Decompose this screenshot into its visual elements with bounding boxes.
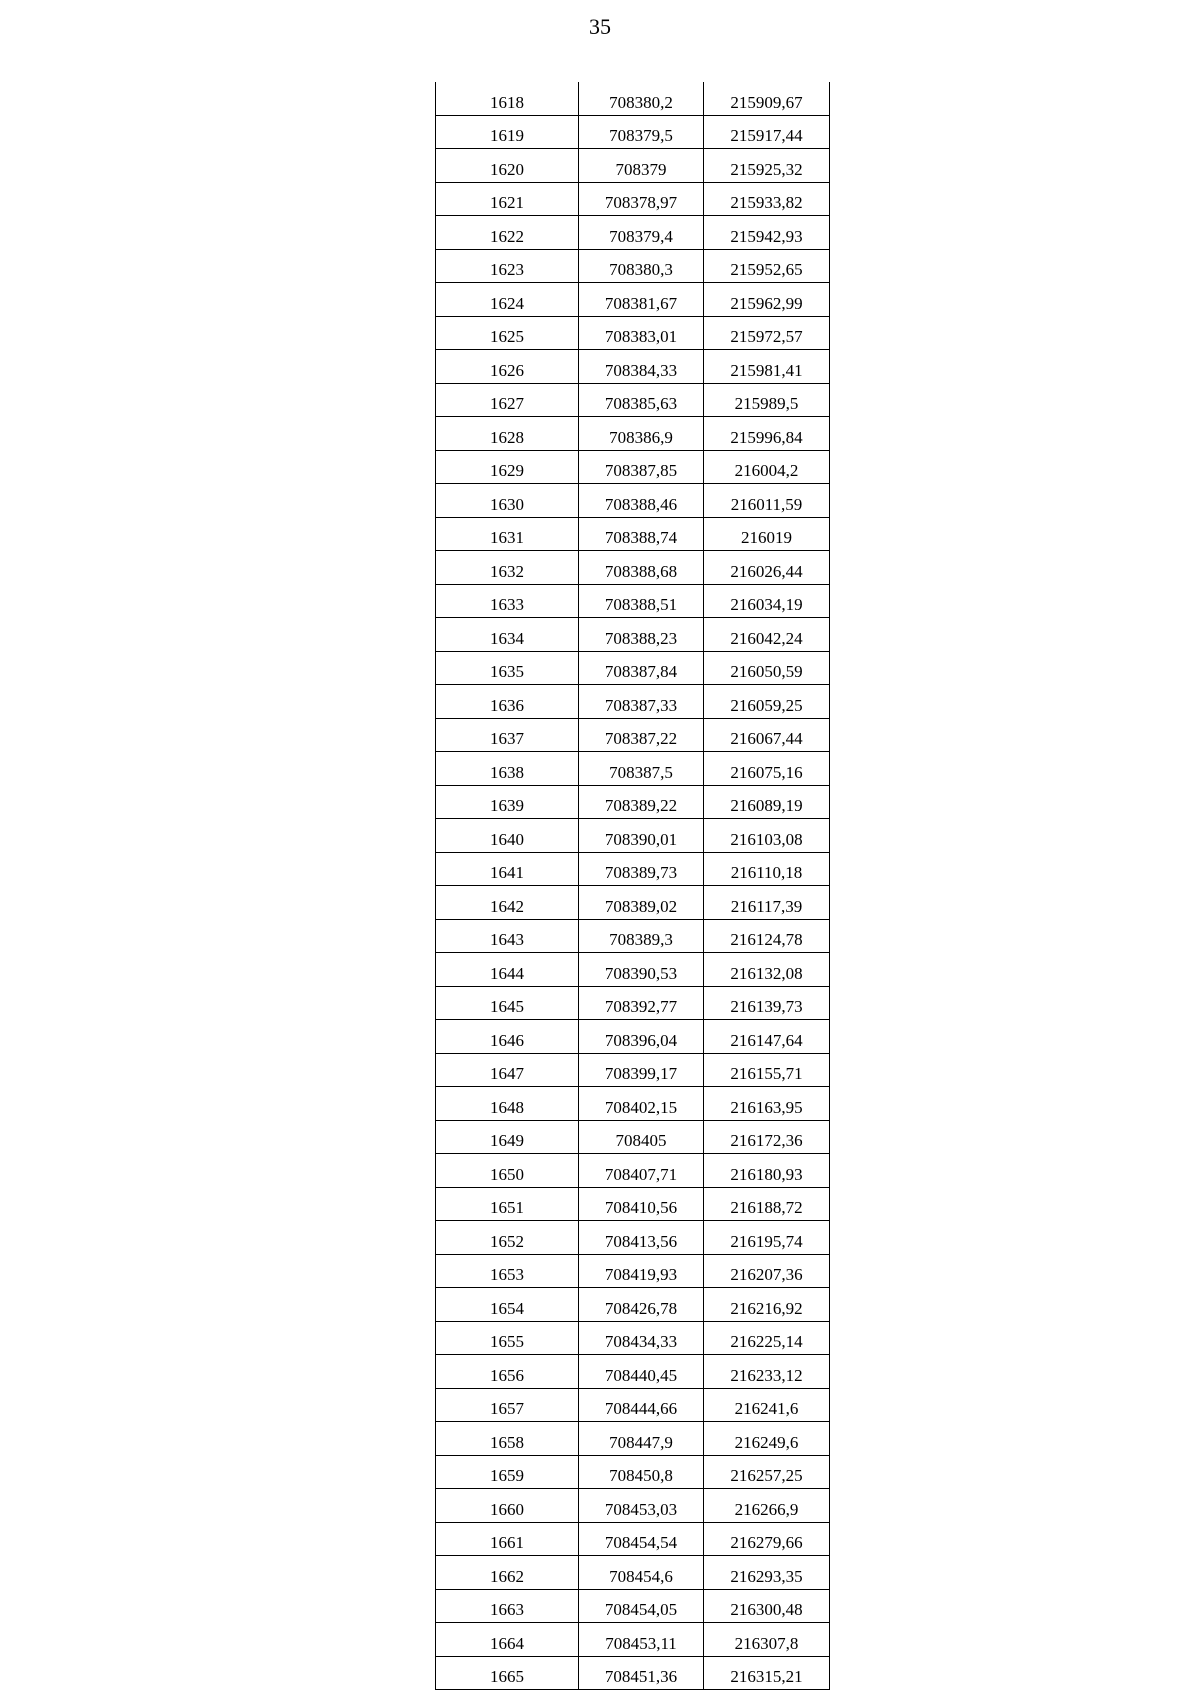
table-row (436, 618, 830, 652)
x-coordinate-cell: 708440,45 (579, 1355, 704, 1389)
y-coordinate-cell: 216195,74 (704, 1221, 830, 1255)
table-row (436, 383, 830, 417)
point-number-cell: 1662 (436, 1556, 579, 1590)
table-row (436, 1321, 830, 1355)
x-coordinate-cell: 708388,51 (579, 584, 704, 618)
y-coordinate-cell: 215972,57 (704, 316, 830, 350)
y-coordinate-cell: 216300,48 (704, 1589, 830, 1623)
point-number-cell: 1624 (436, 283, 579, 317)
x-coordinate-cell: 708390,01 (579, 819, 704, 853)
point-number-cell: 1652 (436, 1221, 579, 1255)
point-number-cell: 1618 (436, 82, 579, 115)
x-coordinate-cell: 708388,74 (579, 517, 704, 551)
y-coordinate-cell: 216139,73 (704, 986, 830, 1020)
x-coordinate-cell: 708454,6 (579, 1556, 704, 1590)
x-coordinate-cell: 708426,78 (579, 1288, 704, 1322)
y-coordinate-cell: 216180,93 (704, 1154, 830, 1188)
table-row (436, 249, 830, 283)
x-coordinate-cell: 708451,36 (579, 1656, 704, 1690)
y-coordinate-cell: 216163,95 (704, 1087, 830, 1121)
point-number-cell: 1659 (436, 1455, 579, 1489)
point-number-cell: 1628 (436, 417, 579, 451)
point-number-cell: 1643 (436, 919, 579, 953)
table-row (436, 1154, 830, 1188)
table-row (436, 1422, 830, 1456)
table-row (436, 1221, 830, 1255)
y-coordinate-cell: 216207,36 (704, 1254, 830, 1288)
point-number-cell: 1664 (436, 1623, 579, 1657)
table-row (436, 82, 830, 115)
point-number-cell: 1639 (436, 785, 579, 819)
point-number-cell: 1631 (436, 517, 579, 551)
point-number-cell: 1642 (436, 886, 579, 920)
table-row (436, 350, 830, 384)
table-row (436, 1589, 830, 1623)
point-number-cell: 1648 (436, 1087, 579, 1121)
x-coordinate-cell: 708388,23 (579, 618, 704, 652)
y-coordinate-cell: 216315,21 (704, 1656, 830, 1690)
point-number-cell: 1636 (436, 685, 579, 719)
x-coordinate-cell: 708388,46 (579, 484, 704, 518)
x-coordinate-cell: 708379,4 (579, 216, 704, 250)
x-coordinate-cell: 708387,84 (579, 651, 704, 685)
point-number-cell: 1653 (436, 1254, 579, 1288)
table-row (436, 819, 830, 853)
x-coordinate-cell: 708380,2 (579, 82, 704, 115)
x-coordinate-cell: 708384,33 (579, 350, 704, 384)
x-coordinate-cell: 708444,66 (579, 1388, 704, 1422)
table-row (436, 115, 830, 149)
table-row (436, 1522, 830, 1556)
y-coordinate-cell: 215996,84 (704, 417, 830, 451)
y-coordinate-cell: 216042,24 (704, 618, 830, 652)
y-coordinate-cell: 215981,41 (704, 350, 830, 384)
x-coordinate-cell: 708386,9 (579, 417, 704, 451)
x-coordinate-cell: 708387,85 (579, 450, 704, 484)
y-coordinate-cell: 215909,67 (704, 82, 830, 115)
x-coordinate-cell: 708385,63 (579, 383, 704, 417)
table-row (436, 1187, 830, 1221)
point-number-cell: 1651 (436, 1187, 579, 1221)
table-row (436, 718, 830, 752)
x-coordinate-cell: 708389,02 (579, 886, 704, 920)
x-coordinate-cell: 708387,5 (579, 752, 704, 786)
y-coordinate-cell: 215962,99 (704, 283, 830, 317)
y-coordinate-cell: 216004,2 (704, 450, 830, 484)
y-coordinate-cell: 216257,25 (704, 1455, 830, 1489)
page-number: 35 (589, 14, 611, 39)
table-row (436, 852, 830, 886)
y-coordinate-cell: 216241,6 (704, 1388, 830, 1422)
point-number-cell: 1661 (436, 1522, 579, 1556)
table-row (436, 584, 830, 618)
table-row (436, 1388, 830, 1422)
x-coordinate-cell: 708379,5 (579, 115, 704, 149)
table-row (436, 1623, 830, 1657)
point-number-cell: 1660 (436, 1489, 579, 1523)
x-coordinate-cell: 708379 (579, 149, 704, 183)
y-coordinate-cell: 216155,71 (704, 1053, 830, 1087)
point-number-cell: 1649 (436, 1120, 579, 1154)
table-row (436, 1120, 830, 1154)
x-coordinate-cell: 708388,68 (579, 551, 704, 585)
y-coordinate-cell: 216172,36 (704, 1120, 830, 1154)
y-coordinate-cell: 216067,44 (704, 718, 830, 752)
x-coordinate-cell: 708383,01 (579, 316, 704, 350)
table-row (436, 1020, 830, 1054)
x-coordinate-cell: 708434,33 (579, 1321, 704, 1355)
table-row (436, 517, 830, 551)
point-number-cell: 1658 (436, 1422, 579, 1456)
x-coordinate-cell: 708381,67 (579, 283, 704, 317)
point-number-cell: 1635 (436, 651, 579, 685)
y-coordinate-cell: 216188,72 (704, 1187, 830, 1221)
point-number-cell: 1650 (436, 1154, 579, 1188)
y-coordinate-cell: 216034,19 (704, 584, 830, 618)
table-row (436, 651, 830, 685)
y-coordinate-cell: 216216,92 (704, 1288, 830, 1322)
table-row (436, 886, 830, 920)
point-number-cell: 1644 (436, 953, 579, 987)
table-row (436, 953, 830, 987)
table-row (436, 986, 830, 1020)
table-row (436, 450, 830, 484)
x-coordinate-cell: 708380,3 (579, 249, 704, 283)
point-number-cell: 1622 (436, 216, 579, 250)
y-coordinate-cell: 216110,18 (704, 852, 830, 886)
point-number-cell: 1656 (436, 1355, 579, 1389)
x-coordinate-cell: 708453,03 (579, 1489, 704, 1523)
y-coordinate-cell: 216132,08 (704, 953, 830, 987)
table-row (436, 417, 830, 451)
table-row (436, 149, 830, 183)
point-number-cell: 1655 (436, 1321, 579, 1355)
y-coordinate-cell: 216089,19 (704, 785, 830, 819)
x-coordinate-cell: 708419,93 (579, 1254, 704, 1288)
point-number-cell: 1641 (436, 852, 579, 886)
table-row (436, 1355, 830, 1389)
point-number-cell: 1626 (436, 350, 579, 384)
x-coordinate-cell: 708453,11 (579, 1623, 704, 1657)
x-coordinate-cell: 708405 (579, 1120, 704, 1154)
x-coordinate-cell: 708387,33 (579, 685, 704, 719)
coordinates-table-body (436, 82, 830, 1690)
y-coordinate-cell: 216026,44 (704, 551, 830, 585)
x-coordinate-cell: 708450,8 (579, 1455, 704, 1489)
x-coordinate-cell: 708389,22 (579, 785, 704, 819)
x-coordinate-cell: 708389,3 (579, 919, 704, 953)
table-row (436, 919, 830, 953)
point-number-cell: 1657 (436, 1388, 579, 1422)
table-row (436, 1556, 830, 1590)
point-number-cell: 1629 (436, 450, 579, 484)
x-coordinate-cell: 708402,15 (579, 1087, 704, 1121)
y-coordinate-cell: 216249,6 (704, 1422, 830, 1456)
point-number-cell: 1623 (436, 249, 579, 283)
y-coordinate-cell: 216279,66 (704, 1522, 830, 1556)
y-coordinate-cell: 216019 (704, 517, 830, 551)
table-row (436, 484, 830, 518)
y-coordinate-cell: 215989,5 (704, 383, 830, 417)
point-number-cell: 1665 (436, 1656, 579, 1690)
point-number-cell: 1645 (436, 986, 579, 1020)
y-coordinate-cell: 215952,65 (704, 249, 830, 283)
table-row (436, 752, 830, 786)
x-coordinate-cell: 708407,71 (579, 1154, 704, 1188)
point-number-cell: 1621 (436, 182, 579, 216)
table-row (436, 1087, 830, 1121)
point-number-cell: 1632 (436, 551, 579, 585)
table-row (436, 1288, 830, 1322)
point-number-cell: 1647 (436, 1053, 579, 1087)
y-coordinate-cell: 215925,32 (704, 149, 830, 183)
x-coordinate-cell: 708392,77 (579, 986, 704, 1020)
y-coordinate-cell: 216225,14 (704, 1321, 830, 1355)
y-coordinate-cell: 216307,8 (704, 1623, 830, 1657)
x-coordinate-cell: 708454,54 (579, 1522, 704, 1556)
table-row (436, 283, 830, 317)
table-row (436, 1455, 830, 1489)
point-number-cell: 1638 (436, 752, 579, 786)
point-number-cell: 1619 (436, 115, 579, 149)
coordinates-table (435, 82, 830, 1690)
point-number-cell: 1654 (436, 1288, 579, 1322)
y-coordinate-cell: 216293,35 (704, 1556, 830, 1590)
y-coordinate-cell: 216059,25 (704, 685, 830, 719)
table-row (436, 182, 830, 216)
y-coordinate-cell: 215942,93 (704, 216, 830, 250)
x-coordinate-cell: 708399,17 (579, 1053, 704, 1087)
point-number-cell: 1625 (436, 316, 579, 350)
point-number-cell: 1630 (436, 484, 579, 518)
table-row (436, 1656, 830, 1690)
point-number-cell: 1640 (436, 819, 579, 853)
y-coordinate-cell: 216233,12 (704, 1355, 830, 1389)
y-coordinate-cell: 216266,9 (704, 1489, 830, 1523)
x-coordinate-cell: 708387,22 (579, 718, 704, 752)
x-coordinate-cell: 708447,9 (579, 1422, 704, 1456)
table-row (436, 1489, 830, 1523)
x-coordinate-cell: 708390,53 (579, 953, 704, 987)
x-coordinate-cell: 708454,05 (579, 1589, 704, 1623)
x-coordinate-cell: 708413,56 (579, 1221, 704, 1255)
table-row (436, 1254, 830, 1288)
point-number-cell: 1663 (436, 1589, 579, 1623)
table-row (436, 216, 830, 250)
table-row (436, 785, 830, 819)
y-coordinate-cell: 216124,78 (704, 919, 830, 953)
table-row (436, 1053, 830, 1087)
x-coordinate-cell: 708378,97 (579, 182, 704, 216)
point-number-cell: 1637 (436, 718, 579, 752)
y-coordinate-cell: 215917,44 (704, 115, 830, 149)
y-coordinate-cell: 216117,39 (704, 886, 830, 920)
y-coordinate-cell: 216075,16 (704, 752, 830, 786)
table-row (436, 685, 830, 719)
y-coordinate-cell: 216050,59 (704, 651, 830, 685)
x-coordinate-cell: 708389,73 (579, 852, 704, 886)
y-coordinate-cell: 215933,82 (704, 182, 830, 216)
y-coordinate-cell: 216147,64 (704, 1020, 830, 1054)
point-number-cell: 1627 (436, 383, 579, 417)
table-row (436, 551, 830, 585)
point-number-cell: 1634 (436, 618, 579, 652)
x-coordinate-cell: 708410,56 (579, 1187, 704, 1221)
y-coordinate-cell: 216011,59 (704, 484, 830, 518)
x-coordinate-cell: 708396,04 (579, 1020, 704, 1054)
point-number-cell: 1620 (436, 149, 579, 183)
table-row (436, 316, 830, 350)
point-number-cell: 1646 (436, 1020, 579, 1054)
y-coordinate-cell: 216103,08 (704, 819, 830, 853)
point-number-cell: 1633 (436, 584, 579, 618)
